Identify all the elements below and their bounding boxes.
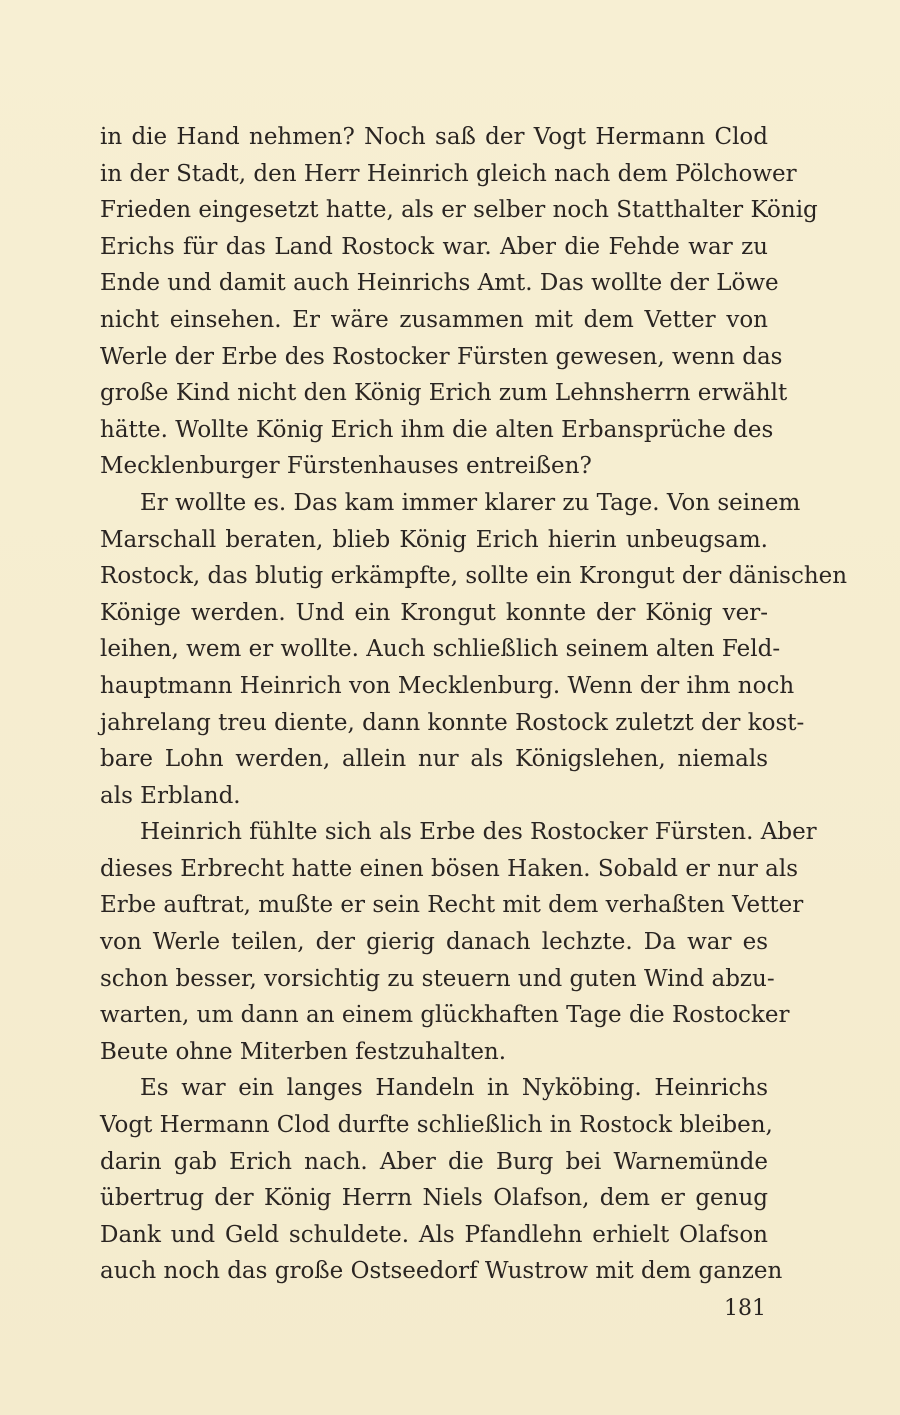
text-line: Erbe auftrat, mußte er sein Recht mit dem verhaßten Vetter (100, 892, 804, 919)
text-line: in der Stadt, den Herr Heinrich gleich nach dem Pölchower (100, 160, 797, 187)
text-line: dieses Erbrecht hatte einen bösen Haken. Sobald er nur als (100, 855, 799, 882)
text-line: von Werle teilen, der gierig danach lechzte. Da war es (100, 929, 768, 956)
paragraph-start-line: Es war ein langes Handeln in Nyköbing. Heinrichs (140, 1075, 768, 1102)
text-line: Könige werden. Und ein Krongut konnte der König ver- (100, 599, 768, 626)
text-line: hauptmann Heinrich von Mecklenburg. Wenn der ihm noch (100, 672, 795, 699)
text-line: Frieden eingesetzt hatte, als er selber noch Statthalter König (100, 197, 818, 224)
text-line: nicht einsehen. Er wäre zusammen mit dem Vetter von (100, 306, 768, 333)
text-line: übertrug der König Herrn Niels Olafson, dem er genug (100, 1185, 768, 1212)
text-line: Beute ohne Miterben festzuhalten. (100, 1038, 507, 1065)
text-line: leihen, wem er wollte. Auch schließlich seinem alten Feld- (100, 636, 781, 663)
paragraph-start-line: Er wollte es. Das kam immer klarer zu Tage. Von seinem (140, 489, 801, 516)
text-line: Marschall beraten, blieb König Erich hierin unbeugsam. (100, 526, 768, 553)
text-line: Rostock, das blutig erkämpfte, sollte ein Krongut der dänischen (100, 563, 848, 590)
text-line: große Kind nicht den König Erich zum Lehnsherrn erwählt (100, 380, 788, 407)
text-line: warten, um dann an einem glückhaften Tage die Rostocker (100, 1002, 790, 1029)
text-line: als Erbland. (100, 782, 241, 809)
text-line: jahrelang treu diente, dann konnte Rostock zuletzt der kost- (100, 709, 805, 736)
text-line: auch noch das große Ostseedorf Wustrow mit dem ganzen (100, 1258, 783, 1285)
text-line: Dank und Geld schuldete. Als Pfandlehn erhielt Olafson (100, 1221, 768, 1248)
text-line: schon besser, vorsichtig zu steuern und guten Wind abzu- (100, 965, 775, 992)
text-line: bare Lohn werden, allein nur als Königslehen, niemals (100, 746, 768, 773)
page-number: 181 (724, 1296, 766, 1321)
text-line: in die Hand nehmen? Noch saß der Vogt Hermann Clod (100, 124, 768, 150)
text-line: hätte. Wollte König Erich ihm die alten Erbansprüche des (100, 416, 774, 443)
body-text (100, 119, 848, 1290)
text-line: Mecklenburger Fürstenhauses entreißen? (100, 453, 592, 480)
paragraph-start-line: Heinrich fühlte sich als Erbe des Rostocker Fürsten. Aber (140, 819, 817, 846)
text-line: Erichs für das Land Rostock war. Aber die Fehde war zu (100, 233, 768, 260)
text-line: Vogt Hermann Clod durfte schließlich in Rostock bleiben, (100, 1112, 773, 1139)
text-line: Werle der Erbe des Rostocker Fürsten gewesen, wenn das (100, 343, 783, 370)
text-line: Ende und damit auch Heinrichs Amt. Das wollte der Löwe (100, 270, 779, 297)
text-line: darin gab Erich nach. Aber die Burg bei Warnemünde (100, 1148, 768, 1175)
